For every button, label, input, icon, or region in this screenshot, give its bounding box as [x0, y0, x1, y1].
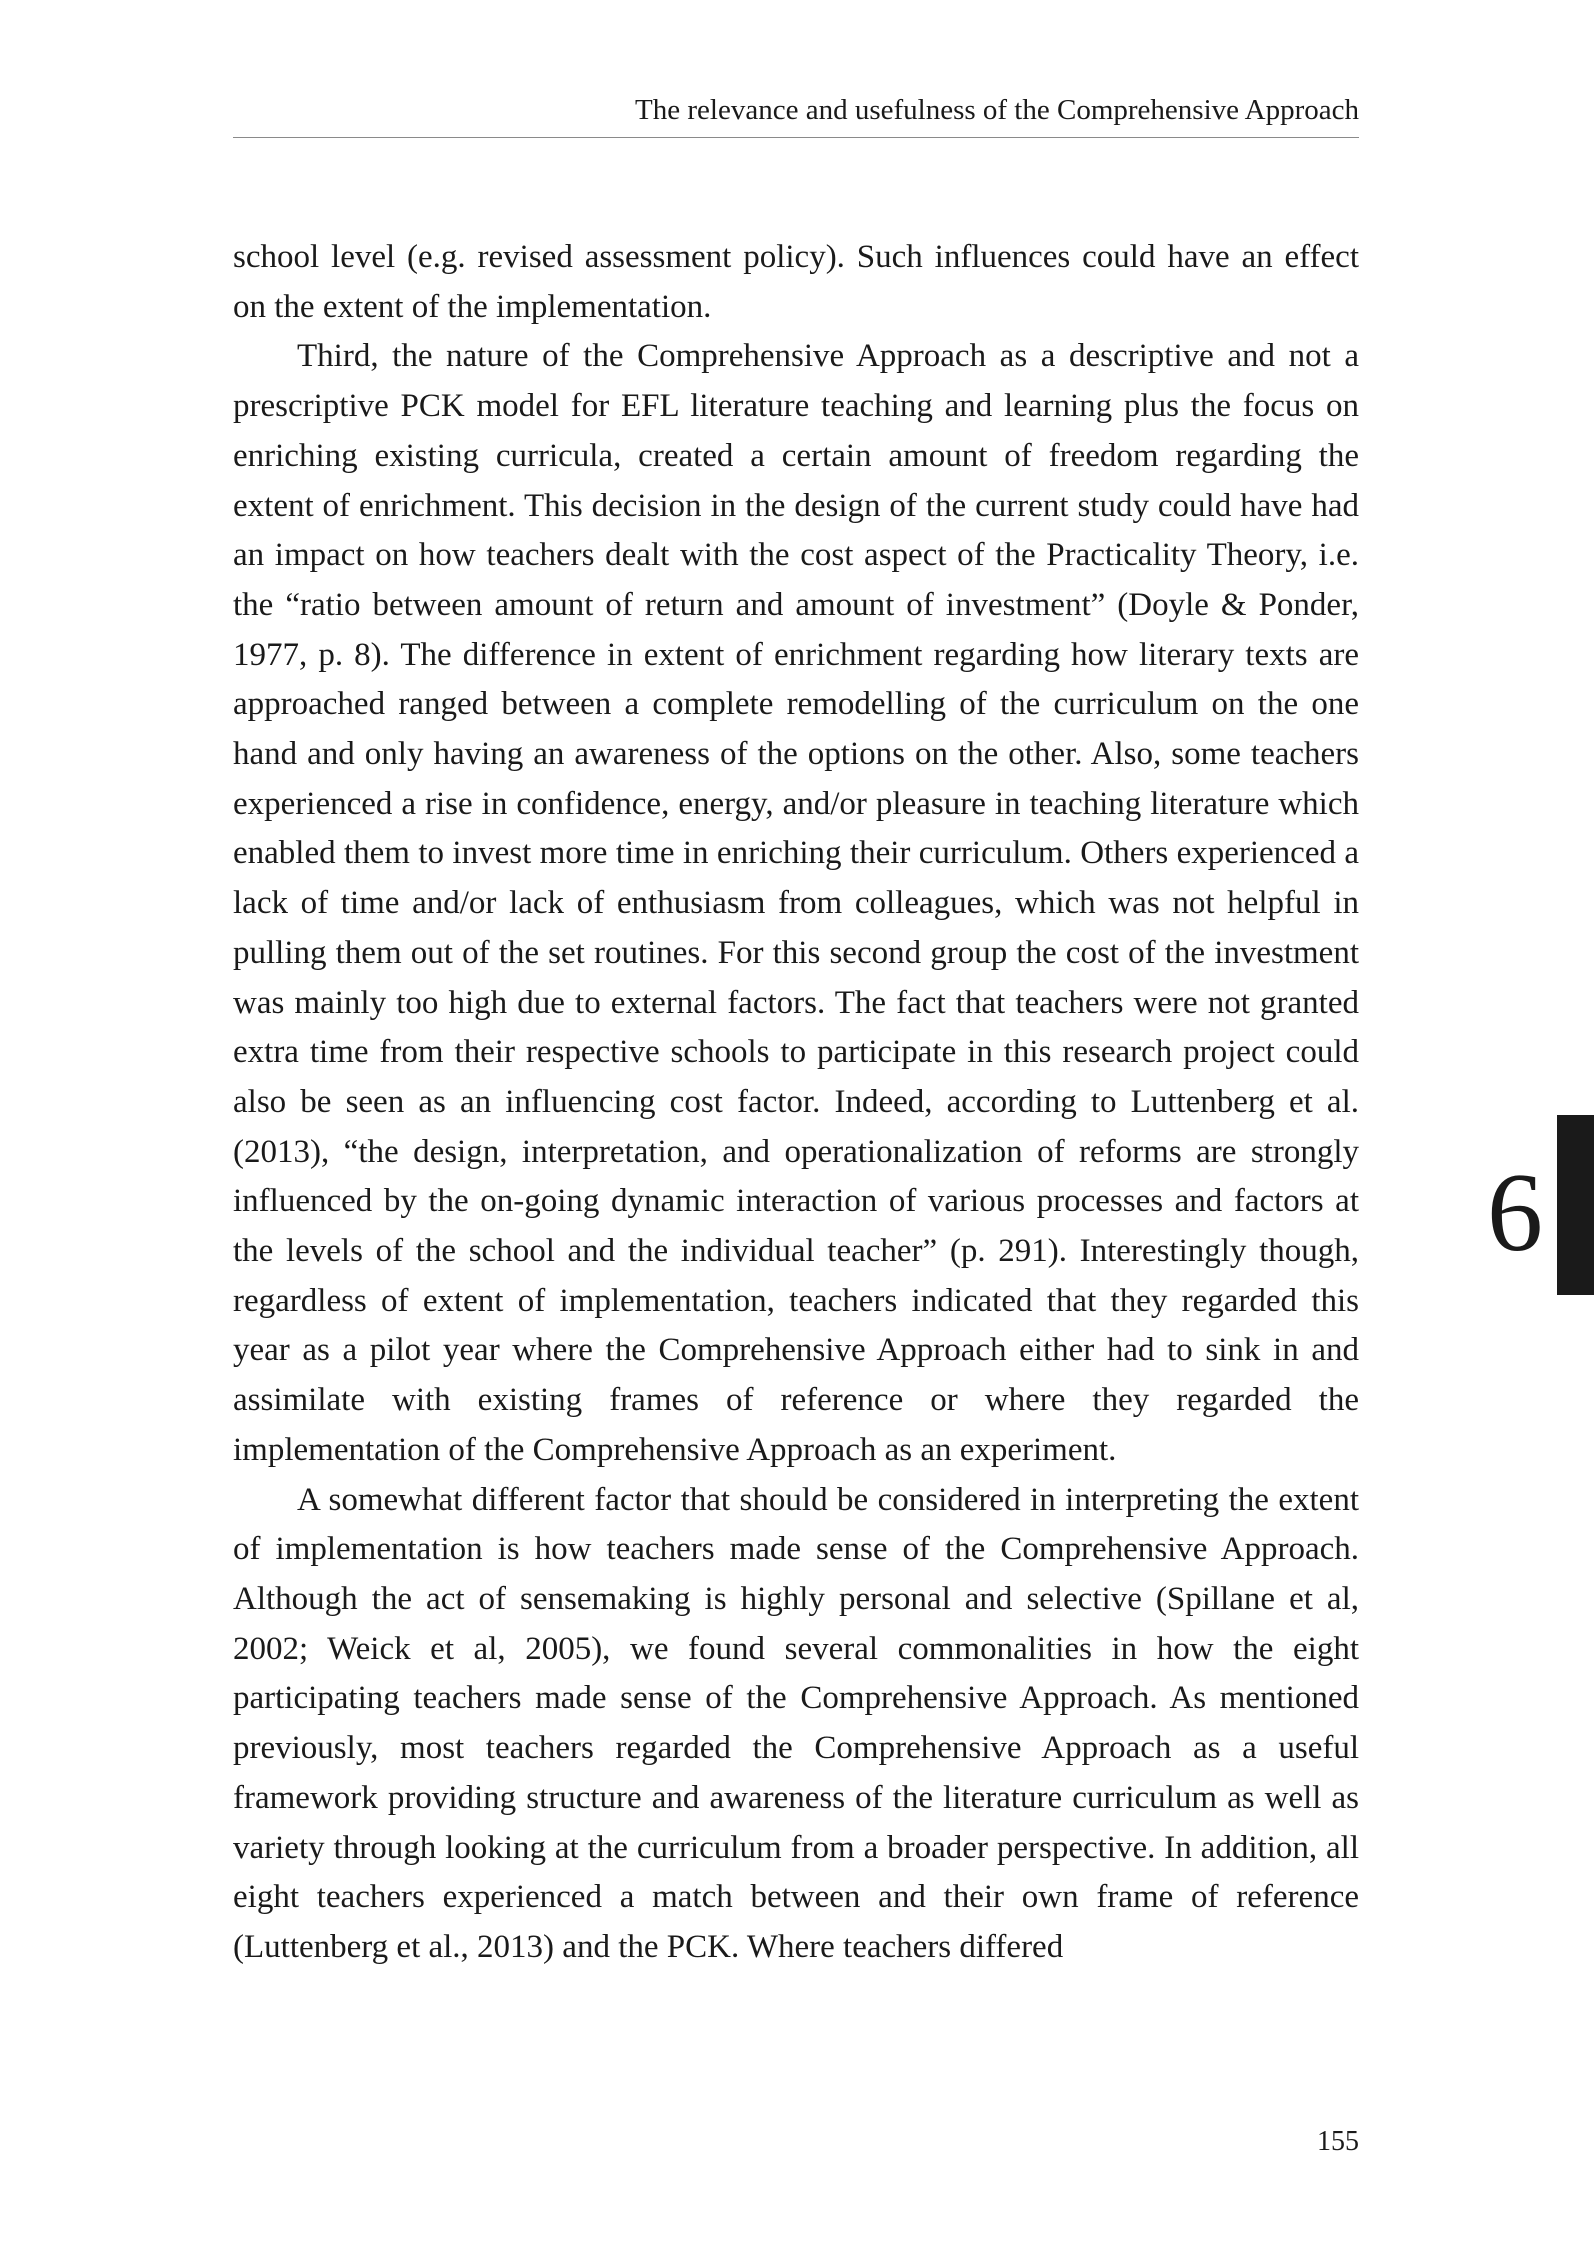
body-text [233, 233, 1359, 1973]
chapter-number: 6 [1487, 1151, 1543, 1275]
paragraph-1: school level (e.g. revised assessment policy). Such influences could have an effect on the extent of the implementation. [233, 239, 1359, 325]
header-rule [233, 137, 1359, 138]
paragraph-2: Third, the nature of the Comprehensive Approach as a descriptive and not a prescriptive PCK model for EFL literature teaching and learning plus the focus on enriching existing curricula, created a certain amount of freedom regarding the extent of enrichment. This decision in the design of the current study could have had an impact on how teachers dealt with the cost aspect of the Practicality Theory, i.e. the “ratio between amount of return and amount of investment” (Doyle & Ponder, 1977, p. 8). The difference in extent of enrichment regarding how literary texts are approached ranged between a complete remodelling of the curriculum on the one hand and only having an awareness of the options on the other. Also, some teachers experienced a rise in confidence, energy, and/or pleasure in teaching literature which enabled them to invest more time in enriching their curriculum. Others experienced a lack of time and/or lack of enthusiasm from colleagues, which was not helpful in pulling them out of the set routines. For this second group the cost of the investment was mainly too high due to external factors. The fact that teachers were not granted extra time from their respective schools to participate in this research project could also be seen as an influencing cost factor. Indeed, according to Luttenberg et al. (2013), “the design, interpretation, and operationalization of reforms are strongly influenced by the on-going dynamic interaction of various processes and factors at the levels of the school and the individual teacher” (p. 291). Interestingly though, regardless of extent of implementation, teachers indicated that they regarded this year as a pilot year where the Comprehensive Approach either had to sink in and assimilate with existing frames of reference or where they regarded the implementation of the Comprehensive Approach as an experiment. [233, 338, 1359, 1468]
chapter-thumb-tab [1557, 1115, 1594, 1295]
paragraph-3: A somewhat different factor that should be considered in interpreting the extent of implementation is how teachers made sense of the Comprehensive Approach. Although the act of sensemaking is highly personal and selective (Spillane et al, 2002; Weick et al, 2005), we found several commonalities in how the eight participating teachers made sense of the Comprehensive Approach. As mentioned previously, most teachers regarded the Comprehensive Approach as a useful framework providing structure and awareness of the literature curriculum as well as variety through looking at the curriculum from a broader perspective. In addition, all eight teachers experienced a match between and their own frame of reference (Luttenberg et al., 2013) and the PCK. Where teachers differed [233, 1481, 1359, 1965]
page-number: 155 [1317, 2126, 1359, 2157]
running-head: The relevance and usefulness of the Comprehensive Approach [635, 94, 1359, 126]
